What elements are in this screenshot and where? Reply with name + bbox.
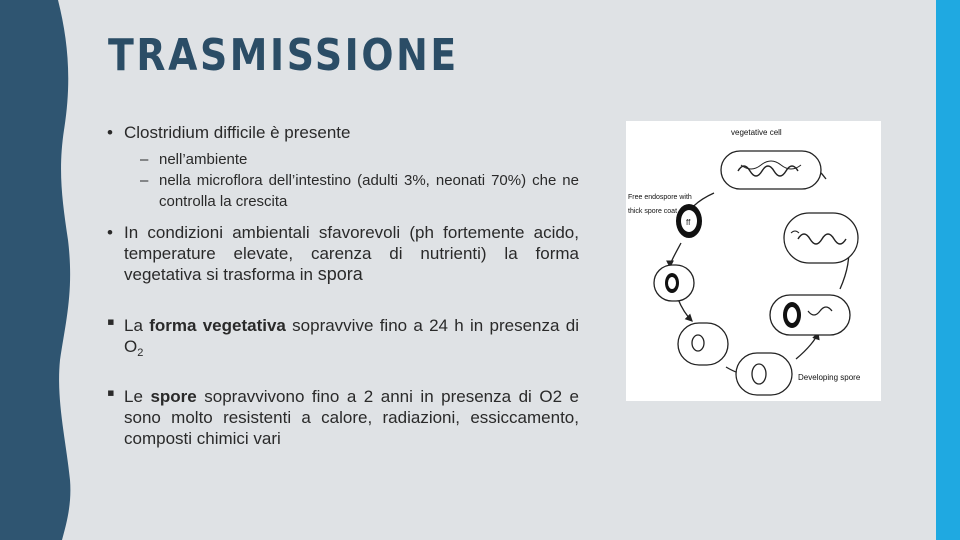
square-bullet-item bbox=[107, 380, 579, 449]
vegetative-cell-icon bbox=[721, 151, 821, 189]
spore-lifecycle-figure bbox=[626, 121, 881, 401]
bullet-text: In condizioni ambientali sfavorevoli (ph fortemente acido, temperature elevate, carenza di nutrienti) la forma vegetativa si trasforma in bbox=[124, 223, 579, 284]
free-endospore-icon bbox=[676, 204, 702, 238]
label-thick-spore-coat: thick spore coat bbox=[628, 208, 678, 215]
bullet-item bbox=[107, 222, 579, 285]
slide-content bbox=[107, 122, 579, 449]
label-developing-spore: Developing spore bbox=[798, 373, 861, 382]
square-bullet-text: sopravvive fino a 24 h in presenza di O bbox=[124, 316, 579, 356]
sub-bullet-item bbox=[107, 170, 579, 212]
square-bullet-lead: Le bbox=[124, 387, 143, 406]
left-decorative-band bbox=[0, 0, 72, 540]
svg-text:ff: ff bbox=[686, 218, 691, 227]
slide-title: TRASMISSIONE bbox=[108, 30, 459, 81]
sub-bullet-text: nella microflora dell’intestino (adulti 3%, neonati 70%) che ne controlla la crescita bbox=[159, 172, 579, 210]
dash-icon: – bbox=[140, 151, 149, 168]
forespore-cell-icon bbox=[770, 295, 850, 335]
bullet-emphasis: spora bbox=[317, 264, 363, 284]
bullet-text: Clostridium difficile è presente bbox=[124, 123, 351, 142]
square-bullet-icon: ▪ bbox=[107, 380, 115, 405]
sporulating-cell-icon bbox=[654, 265, 694, 301]
dash-icon: – bbox=[140, 172, 149, 189]
label-free-endospore: Free endospore with bbox=[628, 194, 692, 201]
square-bullet-emphasis: spore bbox=[150, 387, 197, 406]
bullet-item bbox=[107, 122, 579, 143]
lifecycle-diagram bbox=[626, 121, 881, 401]
right-accent-band bbox=[936, 0, 960, 540]
square-bullet-icon: ▪ bbox=[107, 309, 115, 334]
square-bullet-lead: La bbox=[124, 316, 143, 335]
square-bullet-item bbox=[107, 309, 579, 364]
square-bullet-emphasis: forma vegetativa bbox=[149, 316, 286, 335]
bullet-dot-icon: • bbox=[107, 123, 113, 142]
germinating-cell-icon bbox=[784, 213, 858, 263]
sub-bullet-text: nell’ambiente bbox=[159, 151, 248, 168]
subscript: 2 bbox=[137, 347, 144, 359]
developing-spore-icon bbox=[736, 353, 792, 395]
engulfment-cell-icon bbox=[678, 323, 728, 365]
square-bullet-text: sopravvivono fino a 2 anni in presenza di O2 e sono molto resistenti a calore, radiazioni, essiccamento, composti chimici vari bbox=[124, 387, 579, 448]
bullet-dot-icon: • bbox=[107, 223, 113, 242]
label-vegetative-cell: vegetative cell bbox=[731, 128, 782, 137]
sub-bullet-item bbox=[107, 149, 579, 170]
